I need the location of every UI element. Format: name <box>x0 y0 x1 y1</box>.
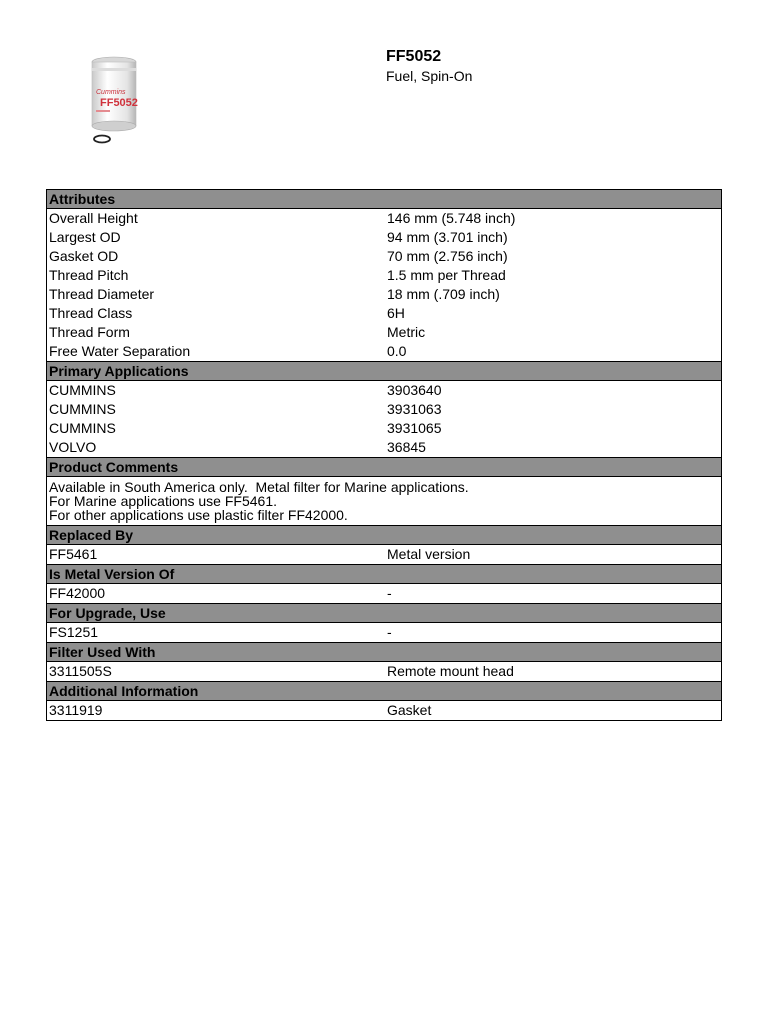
replaced-by-section <box>47 526 722 565</box>
table-row <box>47 419 722 438</box>
product-header <box>386 47 472 85</box>
row-label: FF5461 <box>49 546 98 562</box>
row-value: 3931065 <box>387 420 442 436</box>
table-row <box>47 304 722 323</box>
row-label: Largest OD <box>49 229 121 245</box>
brand-mark: Cummins <box>96 89 126 96</box>
row-label: VOLVO <box>49 439 97 455</box>
section-header-additional-information: Additional Information <box>47 682 722 701</box>
row-label: CUMMINS <box>49 420 116 436</box>
fuel-filter-illustration <box>84 50 148 146</box>
section-header-filter-used-with: Filter Used With <box>47 643 722 662</box>
table-row <box>47 247 722 266</box>
row-label: CUMMINS <box>49 382 116 398</box>
product-comments-text <box>47 477 722 526</box>
section-header-primary-applications: Primary Applications <box>47 362 722 381</box>
row-value: Metal version <box>387 546 471 562</box>
row-label: Thread Form <box>49 324 130 340</box>
table-row <box>47 209 722 229</box>
additional-information-section <box>47 682 722 721</box>
row-value: - <box>387 624 392 640</box>
row-label: Overall Height <box>49 210 138 226</box>
part-number: FF5052 <box>386 48 442 65</box>
table-row <box>47 623 722 643</box>
table-row <box>47 438 722 458</box>
row-label: Gasket OD <box>49 248 119 264</box>
row-value: 18 mm (.709 inch) <box>387 286 500 302</box>
is-metal-version-of-section <box>47 565 722 604</box>
row-label: 3311505S <box>49 663 112 679</box>
row-value: Remote mount head <box>387 663 514 679</box>
attributes-section <box>47 190 722 362</box>
comment-line: For other applications use plastic filter FF42000. <box>49 507 348 523</box>
section-header-is-metal-version-of: Is Metal Version Of <box>47 565 722 584</box>
table-row <box>47 400 722 419</box>
row-label: Thread Class <box>49 305 133 321</box>
section-header-for-upgrade-use: For Upgrade, Use <box>47 604 722 623</box>
row-value: 3903640 <box>387 382 442 398</box>
row-label: CUMMINS <box>49 401 116 417</box>
row-value: 6H <box>387 305 405 321</box>
row-value: Metric <box>387 324 426 340</box>
table-row <box>47 285 722 304</box>
specification-table <box>46 189 722 721</box>
table-row <box>47 545 722 565</box>
section-header-product-comments: Product Comments <box>47 458 722 477</box>
table-row <box>47 266 722 285</box>
filter-used-with-section <box>47 643 722 682</box>
for-upgrade-use-section <box>47 604 722 643</box>
row-value: 3931063 <box>387 401 442 417</box>
table-row <box>47 323 722 342</box>
comment-line: For Marine applications use FF5461. <box>49 493 277 509</box>
table-row <box>47 662 722 682</box>
row-label: 3311919 <box>49 702 103 718</box>
row-label: Thread Diameter <box>49 286 155 302</box>
product-comments-section <box>47 458 722 526</box>
row-value: 70 mm (2.756 inch) <box>387 248 508 264</box>
row-value: 36845 <box>387 439 426 455</box>
primary-applications-section <box>47 362 722 458</box>
row-value: 1.5 mm per Thread <box>387 267 506 283</box>
table-row <box>47 228 722 247</box>
product-image <box>84 50 148 146</box>
section-header-attributes: Attributes <box>47 190 722 209</box>
row-value: 146 mm (5.748 inch) <box>387 210 516 226</box>
table-row <box>47 381 722 401</box>
row-label: Thread Pitch <box>49 267 129 283</box>
row-value: 94 mm (3.701 inch) <box>387 229 508 245</box>
row-label: FS1251 <box>49 624 99 640</box>
table-row <box>47 701 722 721</box>
part-type: Fuel, Spin-On <box>386 68 473 84</box>
comment-line: Available in South America only. Metal filter for Marine applications. <box>49 479 469 495</box>
row-value: 0.0 <box>387 343 407 359</box>
row-value: - <box>387 585 392 601</box>
row-value: Gasket <box>387 702 432 718</box>
row-label: FF42000 <box>49 585 106 601</box>
section-header-replaced-by: Replaced By <box>47 526 722 545</box>
table-row <box>47 342 722 362</box>
row-label: Free Water Separation <box>49 343 191 359</box>
image-part-label: FF5052 <box>100 97 138 109</box>
table-row <box>47 584 722 604</box>
